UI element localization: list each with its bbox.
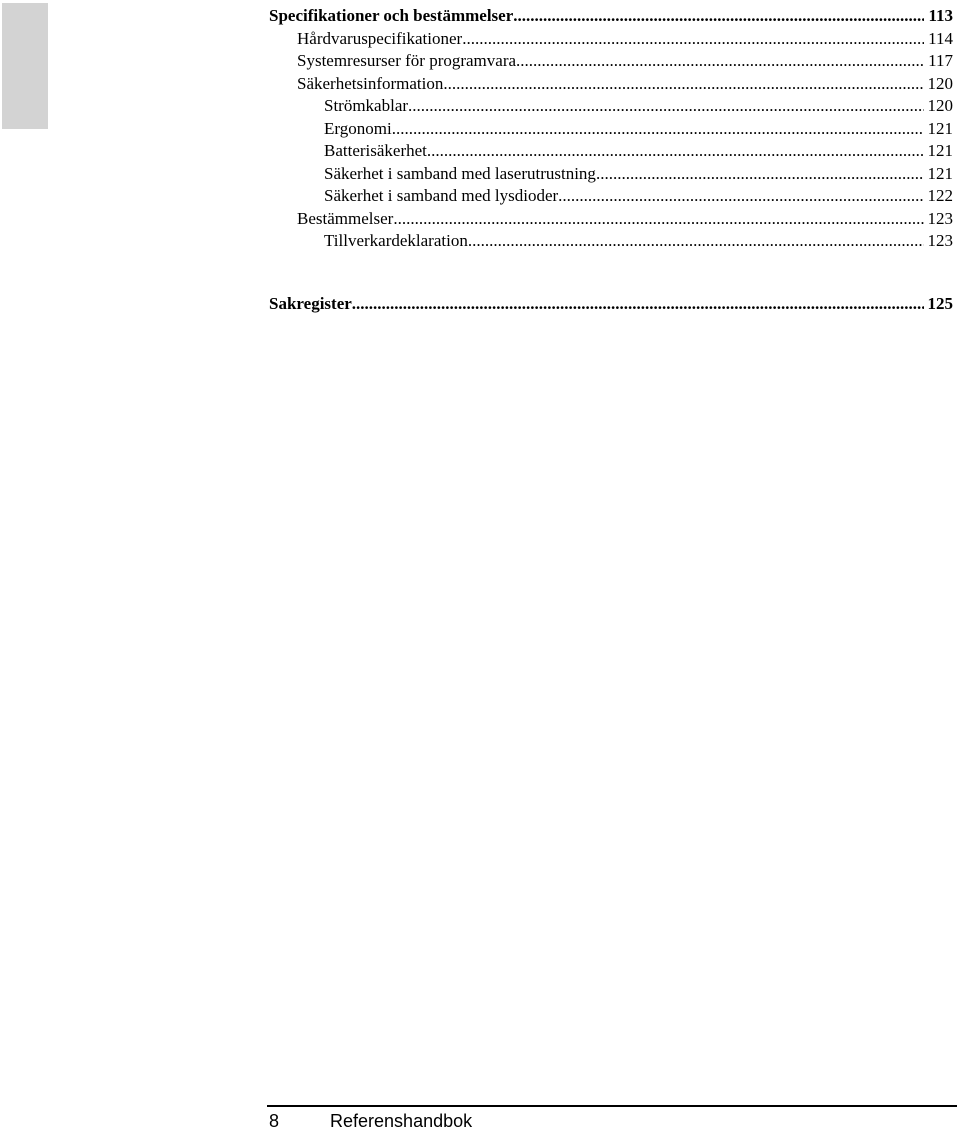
toc-dot-leader bbox=[513, 5, 924, 28]
toc-dot-leader bbox=[392, 118, 924, 141]
toc-entry-title: Hårdvaruspecifikationer bbox=[297, 28, 463, 48]
toc-dot-leader bbox=[516, 50, 924, 73]
toc-dot-leader bbox=[393, 208, 923, 231]
toc-entry-bestammelser[interactable] bbox=[269, 208, 953, 231]
toc-entry-title: Strömkablar bbox=[324, 96, 409, 115]
toc-entry-page: 123 bbox=[927, 231, 953, 250]
toc-entry-hardvaruspecifikationer[interactable] bbox=[269, 28, 953, 51]
toc-entry-page: 121 bbox=[927, 118, 953, 138]
toc-dot-leader bbox=[427, 140, 924, 163]
toc-entry-ergonomi[interactable] bbox=[269, 118, 953, 141]
toc-entry-title: Säkerhet i samband med laserutrustning bbox=[324, 163, 596, 183]
toc-dot-leader bbox=[352, 293, 924, 316]
toc-entry-page: 122 bbox=[927, 186, 953, 205]
toc-entry-title: Säkerhet i samband med lysdioder bbox=[324, 186, 559, 205]
toc-entry-lysdioder[interactable] bbox=[269, 185, 953, 208]
table-of-contents bbox=[269, 5, 953, 315]
toc-dot-leader bbox=[558, 185, 923, 208]
toc-entry-title: Systemresurser för programvara bbox=[297, 51, 517, 70]
toc-dot-leader bbox=[596, 163, 924, 186]
toc-dot-leader bbox=[468, 230, 924, 253]
page-footer bbox=[269, 1110, 472, 1132]
toc-entry-title: Säkerhetsinformation bbox=[297, 73, 444, 93]
toc-entry-stromkablar[interactable] bbox=[269, 95, 953, 118]
toc-entry-specifikationer[interactable] bbox=[269, 5, 953, 28]
footer-divider bbox=[267, 1105, 957, 1107]
toc-entry-systemresurser[interactable] bbox=[269, 50, 953, 73]
toc-entry-sakregister[interactable] bbox=[269, 293, 953, 316]
toc-entry-page: 121 bbox=[927, 141, 953, 160]
toc-entry-sakerhetsinformation[interactable] bbox=[269, 73, 953, 96]
toc-entry-page: 114 bbox=[928, 28, 953, 48]
toc-entry-page: 120 bbox=[927, 73, 953, 93]
toc-entry-tillverkardeklaration[interactable] bbox=[269, 230, 953, 253]
toc-dot-leader bbox=[462, 28, 924, 51]
toc-spacer bbox=[269, 253, 953, 293]
toc-entry-page: 121 bbox=[927, 163, 953, 183]
toc-entry-title: Bestämmelser bbox=[297, 208, 394, 228]
toc-dot-leader bbox=[408, 95, 923, 118]
toc-entry-title: Specifikationer och bestämmelser bbox=[269, 6, 514, 25]
footer-book-title: Referenshandbok bbox=[330, 1111, 473, 1131]
toc-entry-title: Batterisäkerhet bbox=[324, 141, 427, 160]
toc-entry-page: 117 bbox=[928, 51, 953, 70]
toc-entry-page: 113 bbox=[928, 6, 953, 25]
chapter-side-tab bbox=[2, 3, 48, 129]
toc-dot-leader bbox=[443, 73, 923, 96]
toc-entry-page: 120 bbox=[927, 96, 953, 115]
toc-entry-batterisakerhet[interactable] bbox=[269, 140, 953, 163]
footer-page-number: 8 bbox=[269, 1111, 280, 1131]
toc-entry-title: Ergonomi bbox=[324, 118, 392, 138]
toc-entry-laserutrustning[interactable] bbox=[269, 163, 953, 186]
toc-entry-title: Tillverkardeklaration bbox=[324, 231, 468, 250]
toc-entry-title: Sakregister bbox=[269, 293, 352, 313]
toc-entry-page: 125 bbox=[927, 293, 953, 313]
toc-entry-page: 123 bbox=[927, 208, 953, 228]
